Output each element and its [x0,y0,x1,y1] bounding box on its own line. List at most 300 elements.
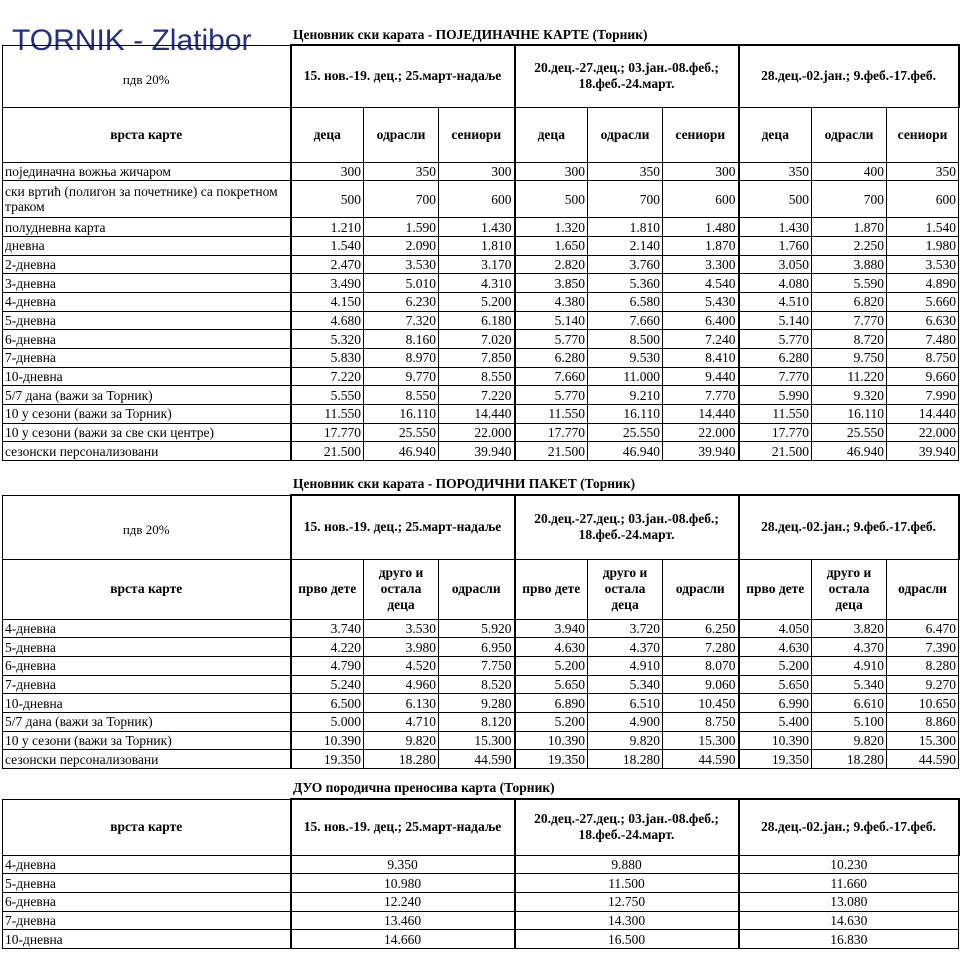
price-cell: 46.940 [364,442,439,461]
price-cell: 9.770 [364,367,439,386]
table-row [3,892,959,911]
price-cell: 11.550 [739,405,812,424]
price-cell: 39.940 [663,442,739,461]
price-cell: 7.220 [439,386,515,405]
price-cell: 8.860 [887,712,959,731]
price-cell: 10.650 [887,694,959,713]
price-cell: 300 [291,162,364,181]
table-row [3,292,959,311]
column-header: деца [739,107,812,162]
individual-price-table [2,44,960,461]
price-cell: 8.550 [439,367,515,386]
price-cell: 9.320 [812,386,887,405]
table-row [3,311,959,330]
price-cell: 4.890 [887,274,959,293]
table-row [3,330,959,349]
price-cell: 6.500 [291,694,364,713]
price-cell: 9.270 [887,675,959,694]
table-row [3,930,959,949]
price-cell: 7.390 [887,638,959,657]
price-cell: 5.340 [812,675,887,694]
price-cell: 3.720 [588,619,663,638]
price-cell: 10.390 [739,731,812,750]
period-header: 15. нов.-19. дец.; 25.март-надаље [291,45,515,107]
row-label: 10 у сезони (важи за све ски центре) [3,423,291,442]
price-cell: 7.770 [812,311,887,330]
period-header: 20.дец.-27.дец.; 03.јан.-08.феб.; 18.феб.-24.март. [515,799,739,855]
price-cell: 2.820 [515,255,588,274]
table-row [3,675,959,694]
table-row [3,423,959,442]
price-cell: 1.540 [887,218,959,237]
price-cell: 5.360 [588,274,663,293]
price-cell: 6.130 [364,694,439,713]
price-cell: 14.660 [291,930,515,949]
price-cell: 3.940 [515,619,588,638]
price-cell: 500 [739,181,812,218]
price-cell: 300 [663,162,739,181]
column-header: прво дете [291,559,364,619]
row-label: 7-дневна [3,911,291,930]
column-header: одрасли [364,107,439,162]
price-cell: 16.500 [515,930,739,949]
price-cell: 12.240 [291,892,515,911]
price-cell: 6.890 [515,694,588,713]
price-cell: 46.940 [588,442,663,461]
price-cell: 6.280 [515,349,588,368]
column-header: одрасли [588,107,663,162]
price-cell: 6.610 [812,694,887,713]
price-cell: 25.550 [812,423,887,442]
price-cell: 10.980 [291,874,515,893]
column-header: друго и остала деца [364,559,439,619]
column-header: сениори [439,107,515,162]
price-cell: 6.820 [812,292,887,311]
table-row [3,367,959,386]
price-cell: 4.630 [739,638,812,657]
price-cell: 3.740 [291,619,364,638]
column-header: сениори [663,107,739,162]
price-cell: 1.320 [515,218,588,237]
table-row [3,619,959,638]
price-cell: 600 [663,181,739,218]
price-cell: 5.000 [291,712,364,731]
row-label: 7-дневна [3,675,291,694]
price-cell: 3.050 [739,255,812,274]
price-cell: 11.550 [515,405,588,424]
price-cell: 6.950 [439,638,515,657]
row-label: 5/7 дана (важи за Торник) [3,712,291,731]
price-cell: 500 [515,181,588,218]
price-cell: 4.910 [812,656,887,675]
price-cell: 44.590 [887,750,959,769]
price-cell: 4.310 [439,274,515,293]
price-cell: 4.220 [291,638,364,657]
period-header: 28.дец.-02.јан.; 9.феб.-17.феб. [739,45,959,107]
row-label: 5-дневна [3,874,291,893]
column-header: друго и остала деца [812,559,887,619]
row-label: појединачна вожња жичаром [3,162,291,181]
price-cell: 9.530 [588,349,663,368]
price-cell: 17.770 [291,423,364,442]
price-cell: 300 [439,162,515,181]
price-cell: 9.060 [663,675,739,694]
price-cell: 7.660 [588,311,663,330]
table-row [3,349,959,368]
row-label: 5-дневна [3,311,291,330]
price-cell: 14.440 [887,405,959,424]
price-cell: 4.790 [291,656,364,675]
price-cell: 6.250 [663,619,739,638]
row-label: 10-дневна [3,367,291,386]
price-cell: 2.090 [364,236,439,255]
price-cell: 10.450 [663,694,739,713]
price-cell: 5.400 [739,712,812,731]
price-cell: 9.660 [887,367,959,386]
price-cell: 1.430 [439,218,515,237]
price-cell: 11.500 [515,874,739,893]
price-cell: 10.390 [291,731,364,750]
row-label: 4-дневна [3,855,291,874]
price-cell: 4.960 [364,675,439,694]
price-cell: 16.110 [812,405,887,424]
column-header: одрасли [812,107,887,162]
price-cell: 6.510 [588,694,663,713]
period-header: 28.дец.-02.јан.; 9.феб.-17.феб. [739,495,959,559]
price-cell: 700 [812,181,887,218]
price-cell: 4.910 [588,656,663,675]
price-cell: 5.990 [739,386,812,405]
price-cell: 11.000 [588,367,663,386]
row-label: дневна [3,236,291,255]
price-cell: 4.080 [739,274,812,293]
price-cell: 4.050 [739,619,812,638]
price-cell: 7.220 [291,367,364,386]
price-cell: 5.200 [439,292,515,311]
price-cell: 1.810 [439,236,515,255]
price-cell: 6.630 [887,311,959,330]
price-cell: 14.630 [739,911,959,930]
table-row [3,638,959,657]
row-label: 10 у сезони (важи за Торник) [3,405,291,424]
price-cell: 9.280 [439,694,515,713]
price-cell: 5.140 [739,311,812,330]
duo-price-table [2,798,960,949]
price-cell: 1.210 [291,218,364,237]
price-cell: 25.550 [364,423,439,442]
row-label: 2-дневна [3,255,291,274]
price-cell: 7.770 [663,386,739,405]
price-cell: 3.880 [812,255,887,274]
price-cell: 5.770 [515,330,588,349]
price-cell: 1.810 [588,218,663,237]
price-cell: 7.240 [663,330,739,349]
price-cell: 21.500 [739,442,812,461]
price-cell: 3.530 [364,619,439,638]
price-cell: 8.280 [887,656,959,675]
price-cell: 4.710 [364,712,439,731]
price-cell: 13.080 [739,892,959,911]
price-cell: 5.200 [515,712,588,731]
price-cell: 46.940 [812,442,887,461]
price-cell: 3.490 [291,274,364,293]
price-cell: 4.520 [364,656,439,675]
price-cell: 39.940 [439,442,515,461]
price-cell: 500 [291,181,364,218]
price-cell: 350 [887,162,959,181]
row-label: 6-дневна [3,656,291,675]
price-cell: 350 [739,162,812,181]
price-cell: 350 [588,162,663,181]
price-cell: 3.530 [364,255,439,274]
price-cell: 4.900 [588,712,663,731]
price-cell: 5.770 [515,386,588,405]
table-row [3,236,959,255]
table-row [3,694,959,713]
period-header: 15. нов.-19. дец.; 25.март-надаље [291,495,515,559]
row-label: 5-дневна [3,638,291,657]
row-label: 5/7 дана (важи за Торник) [3,386,291,405]
price-cell: 9.820 [588,731,663,750]
price-cell: 7.020 [439,330,515,349]
price-cell: 5.340 [588,675,663,694]
price-cell: 600 [439,181,515,218]
price-cell: 8.750 [663,712,739,731]
row-label: 10-дневна [3,694,291,713]
price-cell: 11.550 [291,405,364,424]
period-header: 20.дец.-27.дец.; 03.јан.-08.феб.; 18.феб.-24.март. [515,45,739,107]
table-row [3,274,959,293]
price-cell: 6.180 [439,311,515,330]
price-cell: 15.300 [439,731,515,750]
price-cell: 13.460 [291,911,515,930]
row-label: 7-дневна [3,349,291,368]
price-cell: 4.680 [291,311,364,330]
price-cell: 18.280 [364,750,439,769]
price-cell: 1.540 [291,236,364,255]
price-cell: 16.830 [739,930,959,949]
price-cell: 3.980 [364,638,439,657]
price-cell: 1.870 [663,236,739,255]
table-row [3,255,959,274]
price-cell: 2.140 [588,236,663,255]
price-cell: 6.280 [739,349,812,368]
price-cell: 7.770 [739,367,812,386]
price-cell: 8.500 [588,330,663,349]
price-cell: 5.650 [739,675,812,694]
ticket-type-header: врста карте [3,107,291,162]
price-cell: 8.070 [663,656,739,675]
price-cell: 16.110 [588,405,663,424]
price-cell: 19.350 [515,750,588,769]
price-cell: 44.590 [439,750,515,769]
column-header: одрасли [663,559,739,619]
price-cell: 8.410 [663,349,739,368]
price-cell: 9.210 [588,386,663,405]
price-cell: 1.870 [812,218,887,237]
price-cell: 3.300 [663,255,739,274]
column-header: прво дете [739,559,812,619]
price-cell: 4.380 [515,292,588,311]
table-row [3,874,959,893]
price-cell: 1.650 [515,236,588,255]
price-cell: 5.660 [887,292,959,311]
ticket-type-header: врста карте [3,559,291,619]
price-cell: 8.520 [439,675,515,694]
price-cell: 7.850 [439,349,515,368]
ticket-type-header: врста карте [3,799,291,855]
price-cell: 16.110 [364,405,439,424]
price-cell: 44.590 [663,750,739,769]
price-cell: 9.440 [663,367,739,386]
row-label: 3-дневна [3,274,291,293]
price-cell: 9.880 [515,855,739,874]
row-label: полудневна карта [3,218,291,237]
price-cell: 1.590 [364,218,439,237]
period-header: 28.дец.-02.јан.; 9.феб.-17.феб. [739,799,959,855]
column-header: деца [515,107,588,162]
table-row [3,218,959,237]
price-cell: 7.660 [515,367,588,386]
price-cell: 1.980 [887,236,959,255]
price-cell: 5.920 [439,619,515,638]
price-cell: 17.770 [515,423,588,442]
price-cell: 5.770 [739,330,812,349]
price-cell: 5.240 [291,675,364,694]
price-cell: 3.820 [812,619,887,638]
price-cell: 6.400 [663,311,739,330]
column-header: деца [291,107,364,162]
price-cell: 12.750 [515,892,739,911]
period-header: 15. нов.-19. дец.; 25.март-надаље [291,799,515,855]
price-cell: 19.350 [739,750,812,769]
family-price-table [2,494,960,769]
price-cell: 6.470 [887,619,959,638]
price-cell: 4.370 [588,638,663,657]
row-label: ски вртић (полигон за почетнике) са покретном траком [3,181,291,218]
price-cell: 15.300 [887,731,959,750]
price-cell: 1.430 [739,218,812,237]
family-caption: Ценовник ски карата - ПОРОДИЧНИ ПАКЕТ (Торник) [293,476,636,491]
price-cell: 8.970 [364,349,439,368]
table-row [3,386,959,405]
price-cell: 4.510 [739,292,812,311]
price-cell: 10.390 [515,731,588,750]
column-header: сениори [887,107,959,162]
table-row [3,712,959,731]
price-cell: 6.990 [739,694,812,713]
individual-caption: Ценовник ски карата - ПОЈЕДИНАЧНЕ КАРТЕ (Торник) [293,27,648,42]
table-row [3,162,959,181]
price-cell: 18.280 [588,750,663,769]
price-cell: 4.630 [515,638,588,657]
price-cell: 5.430 [663,292,739,311]
price-cell: 9.820 [812,731,887,750]
price-cell: 11.660 [739,874,959,893]
price-cell: 9.820 [364,731,439,750]
price-cell: 10.230 [739,855,959,874]
price-cell: 5.140 [515,311,588,330]
price-cell: 22.000 [439,423,515,442]
price-cell: 350 [364,162,439,181]
table-row [3,855,959,874]
price-cell: 4.370 [812,638,887,657]
price-cell: 300 [515,162,588,181]
price-cell: 5.100 [812,712,887,731]
price-cell: 9.350 [291,855,515,874]
row-label: сезонски персонализовани [3,750,291,769]
table-row [3,656,959,675]
price-cell: 7.480 [887,330,959,349]
column-header: друго и остала деца [588,559,663,619]
row-label: 6-дневна [3,330,291,349]
price-cell: 600 [887,181,959,218]
duo-caption: ДУО породична преносива карта (Торник) [293,780,555,795]
row-label: сезонски персонализовани [3,442,291,461]
price-cell: 22.000 [663,423,739,442]
row-label: 4-дневна [3,619,291,638]
price-cell: 21.500 [515,442,588,461]
table-row [3,442,959,461]
table-row [3,405,959,424]
price-cell: 22.000 [887,423,959,442]
table-row [3,731,959,750]
price-cell: 5.010 [364,274,439,293]
price-cell: 7.990 [887,386,959,405]
column-header: прво дете [515,559,588,619]
price-cell: 5.320 [291,330,364,349]
price-cell: 3.760 [588,255,663,274]
vat-note: пдв 20% [3,45,291,107]
price-cell: 14.300 [515,911,739,930]
price-cell: 5.830 [291,349,364,368]
vat-note: пдв 20% [3,495,291,559]
price-cell: 1.760 [739,236,812,255]
price-cell: 4.540 [663,274,739,293]
price-cell: 7.750 [439,656,515,675]
price-cell: 8.750 [887,349,959,368]
price-cell: 21.500 [291,442,364,461]
column-header: одрасли [887,559,959,619]
price-cell: 14.440 [439,405,515,424]
price-cell: 700 [364,181,439,218]
price-cell: 6.580 [588,292,663,311]
price-cell: 3.530 [887,255,959,274]
price-cell: 39.940 [887,442,959,461]
price-cell: 17.770 [739,423,812,442]
price-cell: 19.350 [291,750,364,769]
price-cell: 6.230 [364,292,439,311]
price-cell: 4.150 [291,292,364,311]
price-cell: 2.470 [291,255,364,274]
row-label: 10-дневна [3,930,291,949]
price-cell: 3.170 [439,255,515,274]
price-cell: 3.850 [515,274,588,293]
price-cell: 15.300 [663,731,739,750]
price-cell: 7.280 [663,638,739,657]
row-label: 6-дневна [3,892,291,911]
price-cell: 1.480 [663,218,739,237]
price-cell: 5.650 [515,675,588,694]
price-cell: 5.200 [739,656,812,675]
price-cell: 9.750 [812,349,887,368]
price-cell: 18.280 [812,750,887,769]
table-row [3,750,959,769]
price-cell: 400 [812,162,887,181]
period-header: 20.дец.-27.дец.; 03.јан.-08.феб.; 18.феб.-24.март. [515,495,739,559]
row-label: 10 у сезони (важи за Торник) [3,731,291,750]
price-cell: 8.720 [812,330,887,349]
